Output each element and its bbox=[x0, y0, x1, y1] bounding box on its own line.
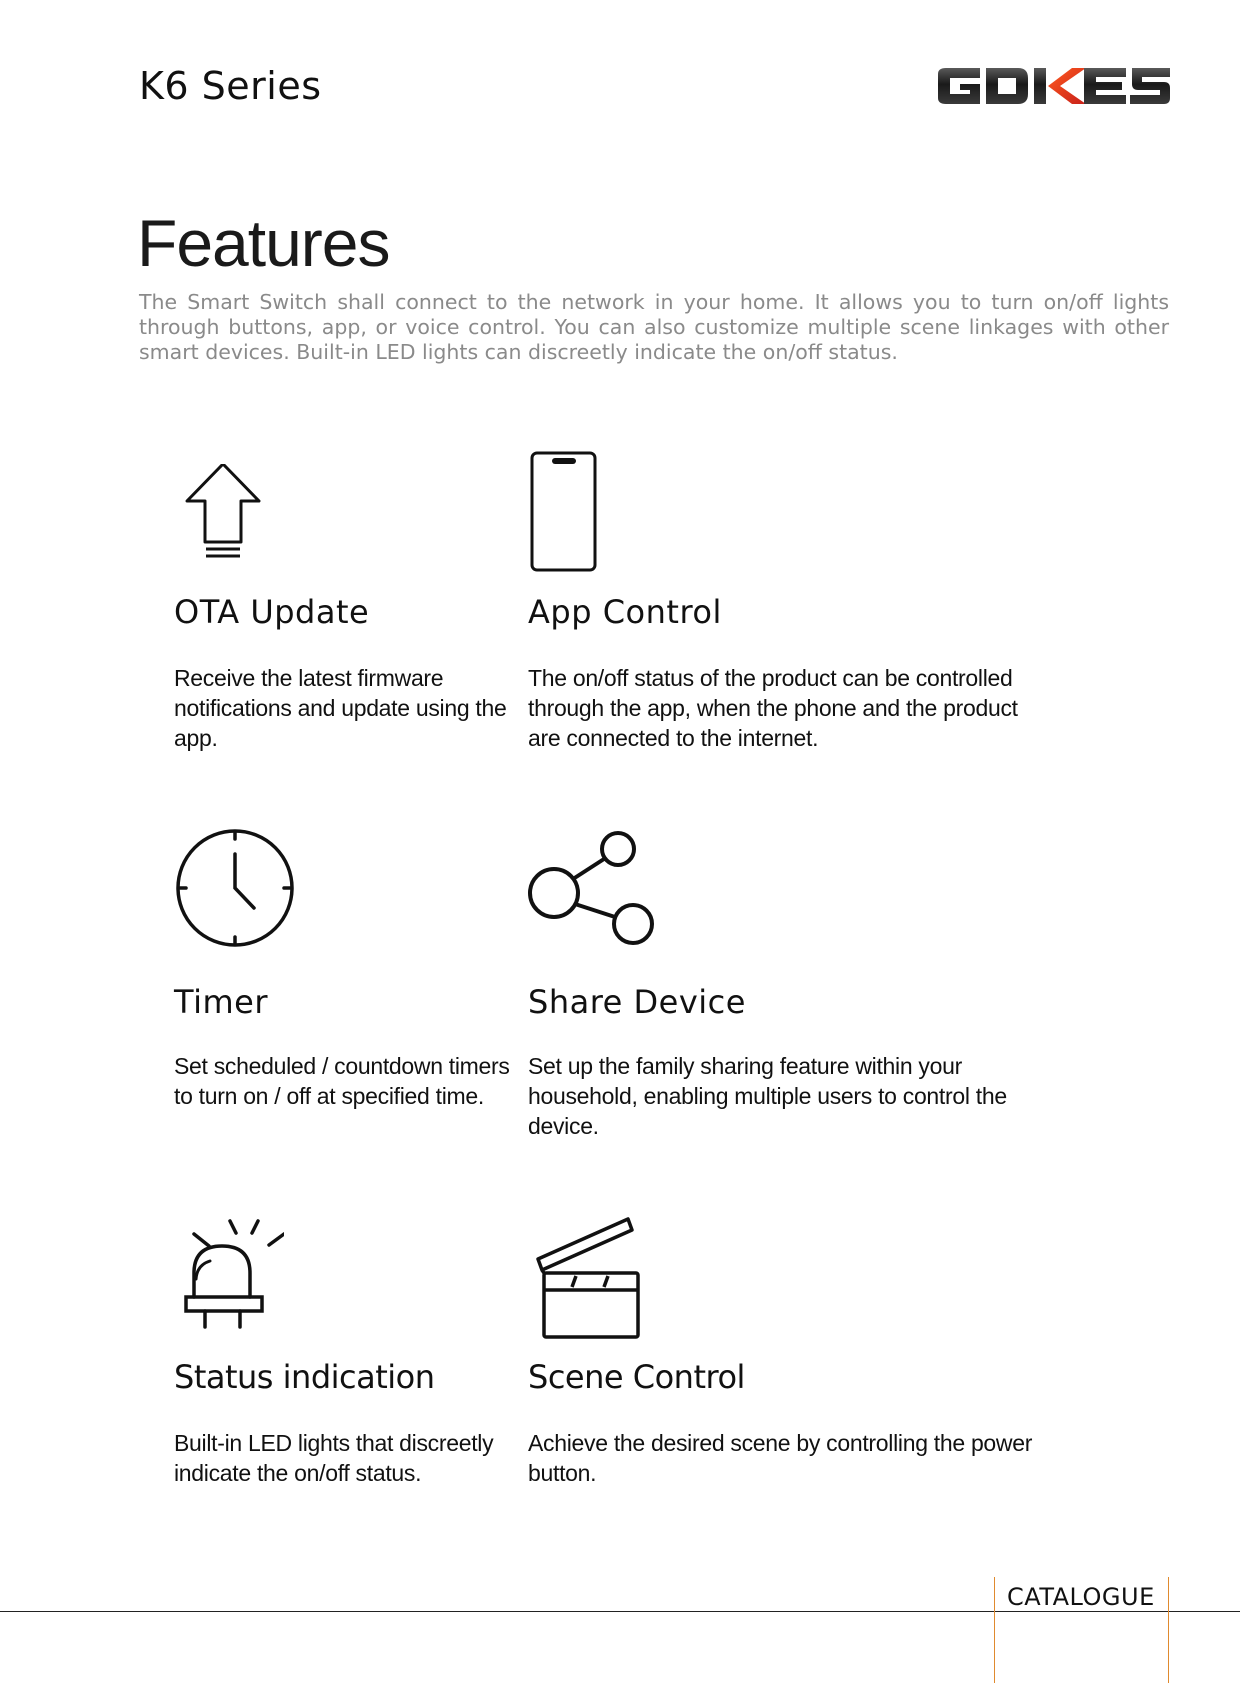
footer-accent-line-right bbox=[1168, 1577, 1169, 1683]
led-light-icon bbox=[174, 1217, 314, 1347]
smartphone-icon bbox=[528, 451, 668, 581]
feature-description: Receive the latest firmware notifications and update using the app. bbox=[174, 665, 507, 751]
intro-paragraph: The Smart Switch shall connect to the network in your home. It allows you to turn on/off lights through buttons, app, or voice control. You can also customize multiple scene linkages with other smart devices. Built-in LED lights can discreetly indicate the on/off status. bbox=[139, 290, 1169, 364]
clapperboard-icon bbox=[528, 1217, 668, 1347]
feature-title: OTA Update bbox=[174, 593, 370, 631]
feature-title: Share Device bbox=[528, 983, 746, 1021]
series-title: K6 Series bbox=[139, 64, 322, 108]
feature-title: Status indication bbox=[174, 1358, 435, 1396]
feature-description: Set up the family sharing feature within your household, enabling multiple users to control the device. bbox=[528, 1053, 1007, 1139]
feature-description: Achieve the desired scene by controlling the power button. bbox=[528, 1430, 1033, 1486]
share-icon bbox=[528, 828, 668, 958]
footer-accent-line-left bbox=[994, 1577, 995, 1683]
feature-title: Timer bbox=[174, 983, 268, 1021]
footer-catalogue-label: CATALOGUE bbox=[1007, 1583, 1155, 1611]
feature-description: Built-in LED lights that discreetly indicate the on/off status. bbox=[174, 1430, 494, 1486]
feature-description: Set scheduled / countdown timers to turn on / off at specified time. bbox=[174, 1053, 510, 1109]
feature-title: App Control bbox=[528, 593, 722, 631]
page-title: Features bbox=[137, 206, 390, 280]
feature-title: Scene Control bbox=[528, 1358, 745, 1396]
clock-icon bbox=[174, 828, 314, 958]
gdkes-logo bbox=[936, 64, 1172, 108]
feature-description: The on/off status of the product can be controlled through the app, when the phone and the product are connected to the internet. bbox=[528, 665, 1018, 751]
upload-arrow-icon bbox=[174, 464, 314, 594]
footer-divider bbox=[0, 1611, 1240, 1612]
